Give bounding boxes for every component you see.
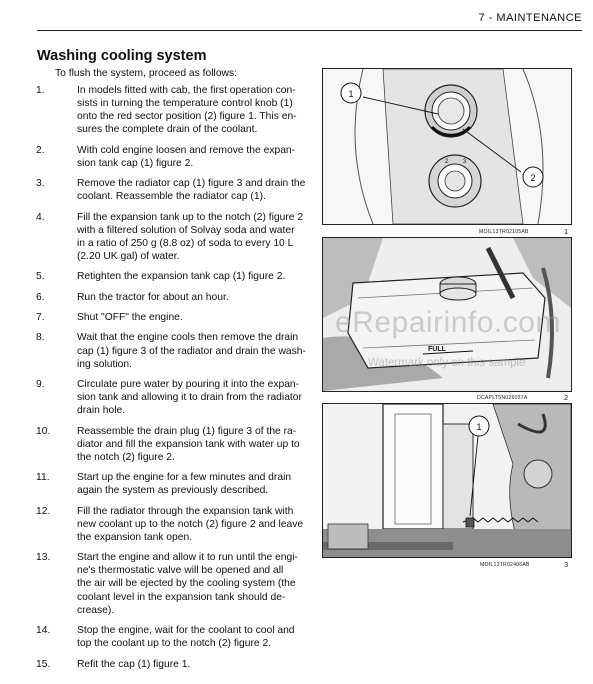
figure-1-number: 1 [564, 227, 569, 236]
knob-mark-2: 2 [445, 159, 449, 165]
tank-full-marking: FULL [428, 346, 446, 353]
step-text-line: diator and fill the expansion tank with water up to [77, 438, 300, 450]
step-item [36, 291, 316, 304]
callout-1-label: 1 [476, 422, 482, 432]
step-number: 6. [36, 291, 45, 303]
intro-text: To flush the system, proceed as follows: [55, 68, 237, 79]
step-text-line: ne's thermostatic valve will be opened and all [77, 565, 284, 577]
figure-1 [322, 68, 572, 225]
step-number: 1. [36, 85, 45, 96]
step-text-line: coolant level in the expansion tank should de- [77, 591, 286, 603]
step-text-line: onto the red sector position (2) figure 1. This en- [77, 111, 297, 123]
watermark: eRepairinfo.com [335, 306, 561, 339]
figure-1-illustration [323, 69, 571, 224]
step-text-line: the air will be ejected by the cooling system (the [77, 578, 296, 590]
step-text-line: drain hole. [77, 405, 126, 417]
step-text-line: Start the engine and allow it to run until the engi- [77, 552, 298, 564]
step-text-line: ing solution. [77, 358, 132, 370]
step-text-line: With cold engine loosen and remove the expan- [77, 144, 296, 156]
step-text-line: Refit the cap (1) figure 1. [77, 658, 191, 670]
step-number: 14. [36, 625, 51, 637]
step-text-line: the expansion tank open. [77, 531, 193, 543]
step-number: 12. [36, 505, 51, 517]
step-text-line: Remove the radiator cap (1) figure 3 and drain the [77, 178, 306, 190]
step-text-line: In models fitted with cab, the first operation con- [77, 85, 296, 96]
step-number: 5. [36, 271, 45, 283]
step-text-line: Run the tractor for about an hour. [77, 291, 229, 303]
step-item [36, 471, 316, 497]
step-number: 11. [36, 472, 50, 484]
watermark-subtext: Watermark only on this sample [368, 357, 526, 369]
step-text-line: sion tank cap (1) figure 2. [77, 157, 194, 169]
step-text-line: crease). [77, 604, 115, 616]
step-text-line: sures the complete drain of the coolant. [77, 124, 258, 136]
figure-2-number: 2 [564, 393, 569, 402]
step-number: 10. [36, 425, 51, 437]
step-text-line: cap (1) figure 3 of the radiator and drain the wash- [77, 345, 306, 357]
step-text-line: again the system as previously described. [77, 485, 269, 497]
step-item [36, 505, 316, 544]
step-text-line: Fill the expansion tank up to the notch (2) figure 2 [77, 211, 304, 223]
step-text-line: Wait that the engine cools then remove the drain [77, 332, 299, 344]
step-text-line: new coolant up to the notch (2) figure 2 and leave [77, 518, 304, 530]
section-title: Washing cooling system [37, 48, 207, 64]
step-text-line: with a filtered solution of Solvay soda and water [77, 224, 295, 236]
step-text-line: sists in turning the temperature control knob (1) [77, 98, 293, 110]
step-item [36, 270, 316, 283]
step-text-line: (2.20 UK gal) of water. [77, 250, 180, 262]
step-text-line: top the coolant up to the notch (2) figure 2. [77, 638, 272, 650]
step-text-line: Retighten the expansion tank cap (1) figure 2. [77, 271, 286, 283]
step-number: 8. [36, 332, 45, 344]
step-text-line: Circulate pure water by pouring it into the expan- [77, 379, 300, 391]
step-number: 4. [36, 211, 45, 223]
step-item [36, 658, 316, 671]
step-text-line: the notch (2) figure 2. [77, 451, 175, 463]
step-item [36, 144, 316, 170]
figure-3-caption: MOIL13TR02406AB [480, 562, 530, 568]
step-item [36, 311, 316, 324]
step-item [36, 551, 316, 616]
step-item [36, 378, 316, 417]
knob-mark-3: 3 [463, 159, 467, 165]
figure-2-caption: DCAPLT5N026037A [477, 395, 528, 401]
figure-3-illustration [323, 404, 571, 557]
chapter-title: 7 - MAINTENANCE [478, 12, 582, 24]
step-text-line: Start up the engine for a few minutes and drain [77, 472, 292, 484]
header-rule [37, 30, 582, 31]
procedure-steps [36, 84, 316, 678]
step-number: 13. [36, 552, 51, 564]
step-number: 2. [36, 144, 45, 156]
step-item [36, 211, 316, 263]
step-item [36, 425, 316, 464]
step-text-line: coolant. Reassemble the radiator cap (1). [77, 191, 266, 203]
figure-3 [322, 403, 572, 558]
callout-2-label: 2 [530, 173, 536, 183]
step-text-line: sion tank and allowing it to drain from the radiator [77, 392, 302, 404]
step-item [36, 177, 316, 203]
figure-3-number: 3 [564, 560, 569, 569]
step-number: 7. [36, 312, 45, 324]
step-text-line: Shut "OFF" the engine. [77, 312, 183, 324]
step-number: 3. [36, 178, 45, 190]
step-item [36, 624, 316, 650]
step-item [36, 331, 316, 370]
step-text-line: Reassemble the drain plug (1) figure 3 of the ra- [77, 425, 297, 437]
step-number: 9. [36, 379, 45, 391]
step-number: 15. [36, 658, 51, 670]
step-text-line: Stop the engine, wait for the coolant to cool and [77, 625, 295, 637]
step-item [36, 84, 316, 136]
figure-1-caption: MOIL13TR02105AB [479, 229, 529, 235]
step-text-line: Fill the radiator through the expansion tank with [77, 505, 294, 517]
callout-1-label: 1 [348, 89, 354, 99]
page-header [37, 8, 582, 28]
step-text-line: in a ratio of 250 g (8.8 oz) of soda to every 10 L [77, 237, 294, 249]
